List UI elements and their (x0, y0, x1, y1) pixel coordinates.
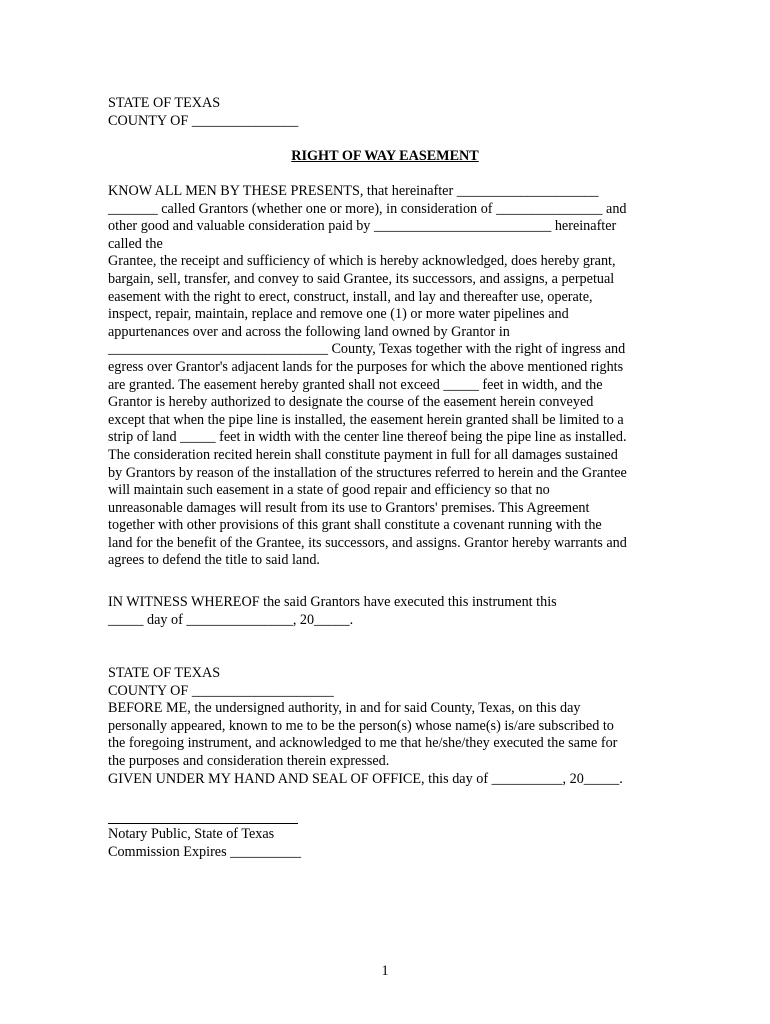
ack-line: BEFORE ME, the undersigned authority, in and for said County, Texas, on this day (108, 700, 581, 717)
notary-block (108, 826, 664, 861)
notary-signature-line (108, 823, 298, 824)
body-line: Grantor is hereby authorized to designate the course of the easement herein conveyed (108, 394, 594, 411)
body-line: easement with the right to erect, construct, install, and lay and thereafter use, operate, (108, 288, 593, 305)
document-header (108, 95, 664, 130)
body-line: inspect, repair, maintain, replace and remove one (1) or more water pipelines and (108, 306, 569, 323)
witness-date-line: _____ day of _______________, 20_____. (108, 611, 354, 628)
ack-line: the purposes and consideration therein expressed. (108, 752, 390, 769)
page-number: 1 (381, 963, 389, 979)
state-line: STATE OF TEXAS (108, 95, 221, 111)
ack-line: personally appeared, known to me to be the person(s) whose name(s) is/are subscribed to (108, 717, 614, 734)
body-line: strip of land _____ feet in width with the center line thereof being the pipe line as installed. (108, 429, 627, 446)
body-line: KNOW ALL MEN BY THESE PRESENTS, that hereinafter ____________________ (108, 183, 599, 199)
witness-line: IN WITNESS WHEREOF the said Grantors have executed this instrument this (108, 594, 557, 610)
county-line: COUNTY OF _______________ (108, 112, 299, 129)
body-line: by Grantors by reason of the installation of the structures referred to herein and the Grantee (108, 464, 627, 481)
acknowledgment-section (108, 665, 664, 788)
document-title: RIGHT OF WAY EASEMENT (291, 148, 479, 164)
witness-clause (108, 594, 664, 629)
body-line: bargain, sell, transfer, and convey to said Grantee, its successors, and assigns, a perpetual (108, 270, 615, 287)
body-line: are granted. The easement hereby granted shall not exceed _____ feet in width, and the (108, 376, 603, 393)
body-line: The consideration recited herein shall constitute payment in full for all damages sustained (108, 446, 618, 463)
body-line: will maintain such easement in a state of good repair and efficiency so that no (108, 482, 550, 499)
notary-title: Notary Public, State of Texas (108, 826, 275, 842)
given-under-hand-line: GIVEN UNDER MY HAND AND SEAL OF OFFICE, this day of __________, 20_____. (108, 770, 623, 787)
body-line: appurtenances over and across the following land owned by Grantor in (108, 323, 510, 340)
body-line: egress over Grantor's adjacent lands for the purposes for which the above mentioned rights (108, 358, 624, 375)
body-line: called the (108, 235, 163, 252)
ack-line: the foregoing instrument, and acknowledged to me that he/she/they executed the same for (108, 735, 618, 752)
commission-expires-line: Commission Expires __________ (108, 843, 302, 860)
ack-county-line: COUNTY OF ____________________ (108, 682, 334, 699)
body-line: together with other provisions of this grant shall constitute a covenant running with the (108, 517, 602, 534)
body-line: agrees to defend the title to said land. (108, 552, 320, 569)
body-line: other good and valuable consideration paid by _________________________ hereinafter (108, 218, 617, 235)
body-line: except that when the pipe line is installed, the easement herein granted shall be limited to a (108, 411, 624, 428)
body-line: _______________________________ County, Texas together with the right of ingress and (108, 341, 626, 358)
body-line: Grantee, the receipt and sufficiency of which is hereby acknowledged, does hereby grant, (108, 253, 616, 270)
easement-body (108, 183, 664, 570)
body-line: _______ called Grantors (whether one or more), in consideration of _______________ and (108, 200, 627, 217)
body-line: land for the benefit of the Grantee, its successors, and assigns. Grantor hereby warrants and (108, 534, 627, 551)
body-line: unreasonable damages will result from its use to Grantors' premises. This Agreement (108, 499, 590, 516)
ack-state-line: STATE OF TEXAS (108, 665, 221, 681)
